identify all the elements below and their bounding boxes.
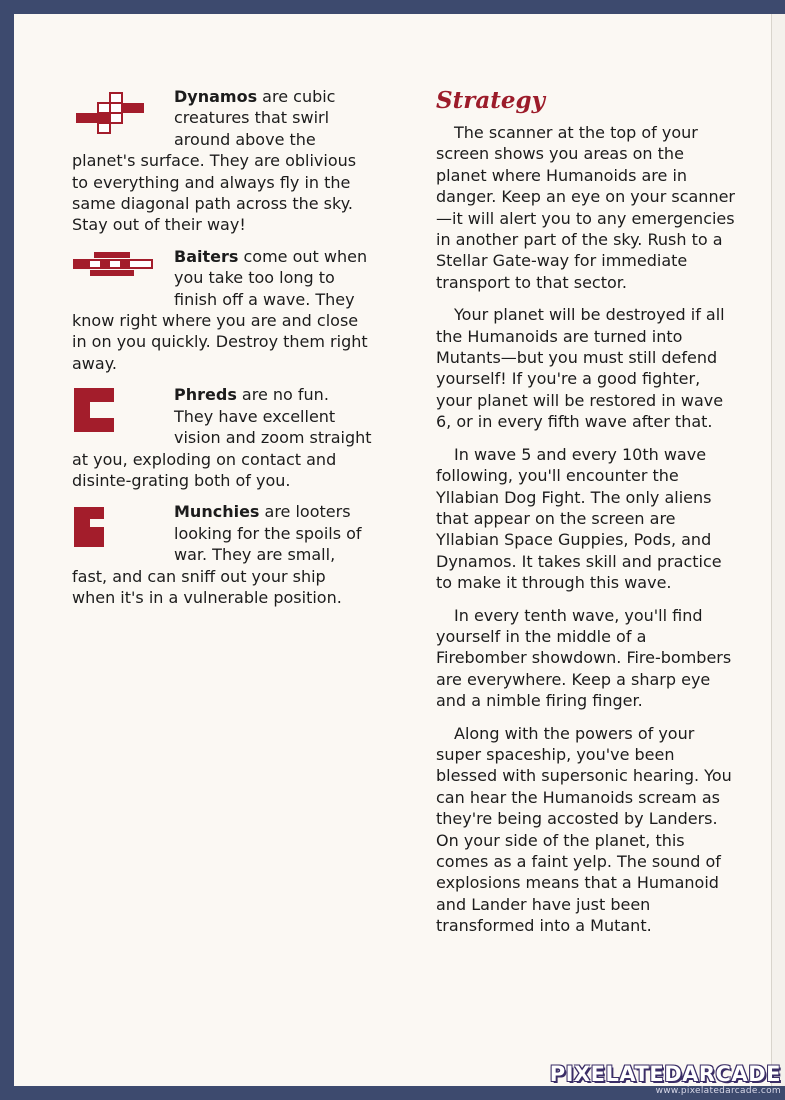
creature-name: Munchies — [174, 502, 260, 522]
strategy-paragraph: The scanner at the top of your screen shows you areas on the planet where Humanoids are in danger. Keep an eye on your scanner—it will alert you to any emergencies in another part of the sky. Rush to a Stellar Gate-way for immediate transport to that sector. — [436, 123, 735, 292]
strategy-paragraph: In wave 5 and every 10th wave following, you'll encounter the Yllabian Dog Fight. The only aliens that appear on the screen are Yllabian Space Guppies, Pods, and Dynamos. It takes skill and practice to make it through this wave. — [436, 444, 722, 593]
phred-icon — [72, 386, 122, 436]
creature-dynamos — [72, 86, 372, 236]
watermark-url: www.pixelatedarcade.com — [655, 1086, 781, 1096]
creature-name: Baiters — [174, 246, 239, 266]
watermark — [550, 1062, 781, 1096]
creature-description: come out when you take too long to finish off a wave. They know right where you are and close in on you quickly. Destroy them right away. — [72, 246, 368, 373]
strategy-paragraph: Your planet will be destroyed if all the Humanoids are turned into Mutants—but you must still defend yourself! If you're a good fighter, your planet will be restored in wave 6, or in every fifth wave after that. — [436, 305, 725, 432]
creature-description: are looters looking for the spoils of war. They are small, fast, and can sniff out your ship when it's in a vulnerable position. — [72, 502, 362, 607]
strategy-heading: Strategy — [436, 87, 545, 114]
watermark-logo: PIXELATEDARCADE — [549, 1062, 781, 1086]
creature-description: are no fun. They have excellent vision and zoom straight at you, exploding on contact and disinte-grating both of you. — [72, 385, 372, 490]
creature-phreds — [72, 384, 372, 491]
munchie-icon — [72, 505, 122, 555]
dynamo-icon — [72, 88, 152, 138]
creature-baiters — [72, 246, 372, 374]
baiter-icon — [72, 250, 156, 280]
creature-name: Phreds — [174, 385, 237, 405]
creature-name: Dynamos — [174, 87, 258, 106]
adjacent-page-edge — [771, 14, 785, 1086]
creature-munchies — [72, 501, 372, 608]
strategy-section — [436, 86, 736, 948]
creatures-column — [72, 86, 372, 618]
creature-description: are cubic creatures that swirl around above the planet's surface. They are oblivious to everything and always fly in the same diagonal path across the sky. Stay out of their way! — [72, 87, 357, 235]
strategy-paragraph: Along with the powers of your super spaceship, you've been blessed with supersonic hearing. You can hear the Humanoids scream as they're being accosted by Landers. On your side of the planet, this comes as a faint yelp. The sound of explosions means that a Humanoid and Lander have just been transformed into a Mutant. — [436, 723, 732, 936]
strategy-paragraph: In every tenth wave, you'll find yourself in the middle of a Firebomber showdown. Fire-bombers are everywhere. Keep a sharp eye and a nimble firing finger. — [436, 605, 732, 711]
